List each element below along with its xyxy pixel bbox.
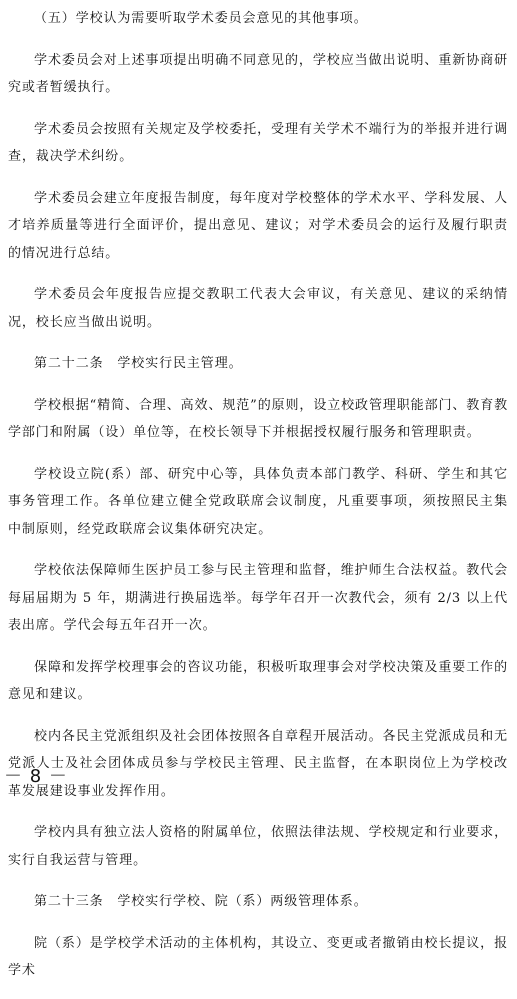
article-23-heading: 第二十三条 学校实行学校、院（系）两级管理体系。 [34,894,368,909]
document-body [8,5,508,999]
paragraph-affiliated-units: 学校内具有独立法人资格的附属单位，依照法律法规、学校规定和行业要求，实行自我运营与管理。 [8,825,508,868]
paragraph-democratic-parties: 校内各民主党派组织及社会团体按照各自章程开展活动。各民主党派成员和无党派人士及社会团体成员参与学校民主管理、民主监督，在本职岗位上为学校改革发展建设事业发挥作用。 [8,728,508,799]
paragraph-college-structure: 院（系）是学校学术活动的主体机构，其设立、变更或者撤销由校长提议，报学术 [8,935,508,978]
page-number: － 8 － [4,766,68,787]
paragraph-management-principles: 学校根据“精简、合理、高效、规范”的原则，设立校政管理职能部门、教育教学部门和附属（设）单位等，在校长领导下并根据授权履行服务和管理职责。 [8,397,508,440]
paragraph-council-advisory: 保障和发挥学校理事会的咨议功能，积极听取理事会对学校决策及重要工作的意见和建议。 [8,659,508,702]
paragraph-annual-report-system: 学术委员会建立年度报告制度，每年度对学校整体的学术水平、学科发展、人才培养质量等进行全面评价，提出意见、建议；对学术委员会的运行及履行职责的情况进行总结。 [8,190,508,261]
paragraph-misconduct-reports: 学术委员会按照有关规定及学校委托，受理有关学术不端行为的举报并进行调查，裁决学术纠纷。 [8,121,508,164]
paragraph-democratic-participation: 学校依法保障师生医护员工参与民主管理和监督，维护师生合法权益。教代会每届届期为 5 年，期满进行换届选举。每学年召开一次教代会，须有 2/3 以上代表出席。学代会每五年召开一次。 [8,563,508,633]
paragraph-annual-report-review: 学术委员会年度报告应提交教职工代表大会审议，有关意见、建议的采纳情况，校长应当做出说明。 [8,287,508,330]
paragraph-objection-response: 学术委员会对上述事项提出明确不同意见的，学校应当做出说明、重新协商研究或者暂缓执行。 [8,52,508,95]
paragraph-department-setup: 学校设立院(系）部、研究中心等，具体负责本部门教学、科研、学生和其它事务管理工作。各单位建立健全党政联席会议制度，凡重要事项，须按照民主集中制原则，经党政联席会议集体研究决定。 [8,466,508,537]
article-22-heading: 第二十二条 学校实行民主管理。 [34,356,243,371]
paragraph-item-5: （五）学校认为需要听取学术委员会意见的其他事项。 [34,11,368,26]
